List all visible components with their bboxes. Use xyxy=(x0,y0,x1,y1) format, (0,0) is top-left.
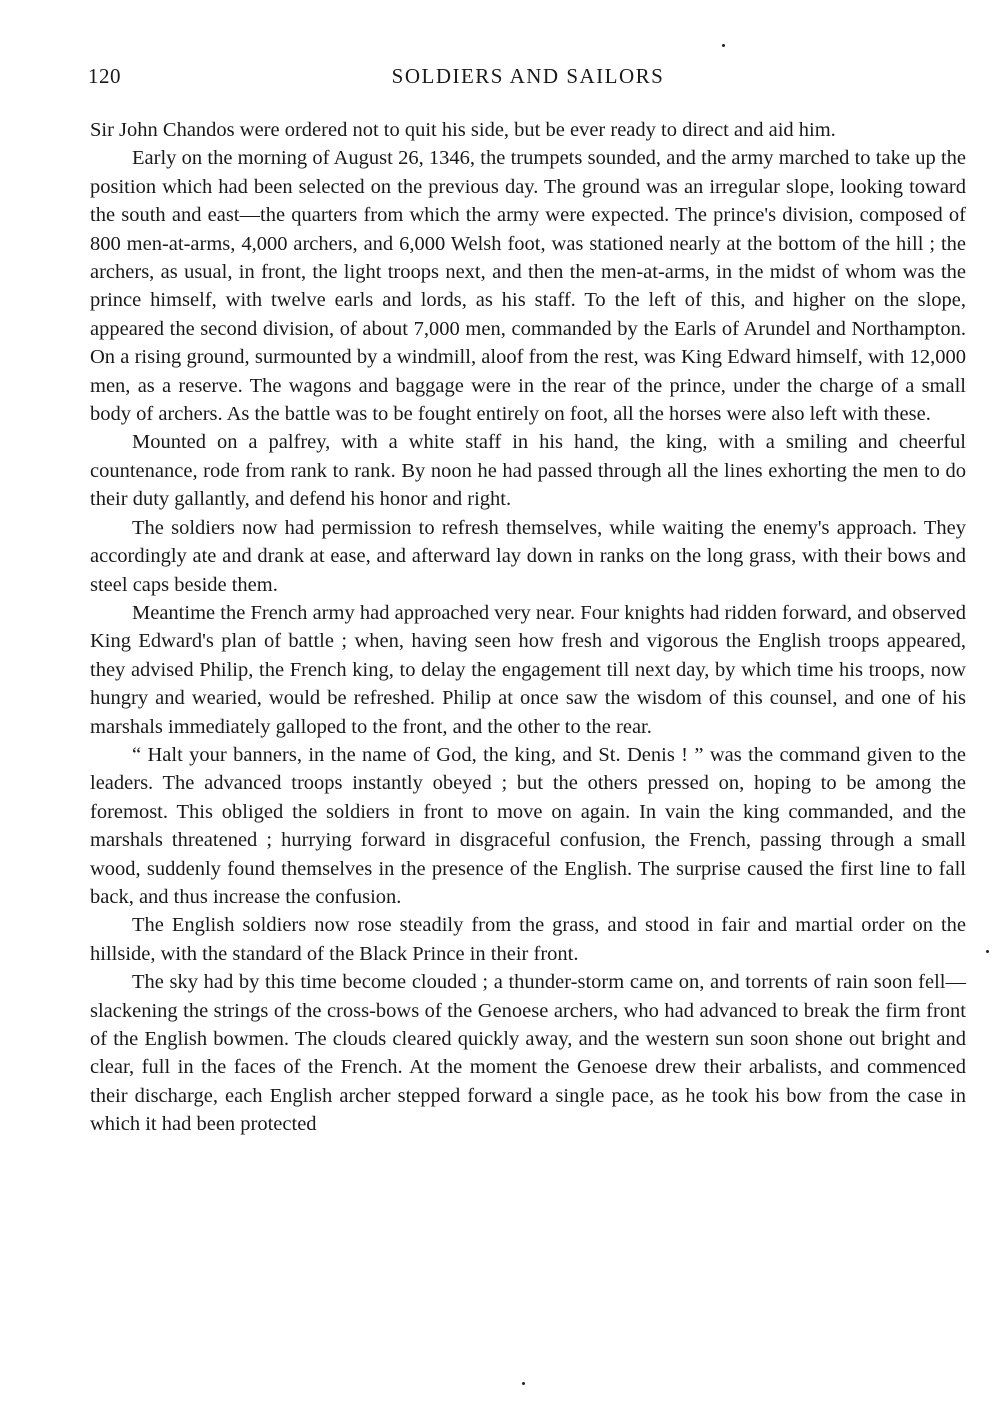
paragraph: Meantime the French army had approached very near. Four knights had ridden forward, and observed King Edward's plan of battle ; when, having seen how fresh and vigorous the English troops appeared, they advised Philip, the French king, to delay the engagement till next day, by which time his troops, now hungry and wearied, would be refreshed. Philip at once saw the wisdom of this counsel, and one of his marshals immediately galloped to the front, and the other to the rear. xyxy=(90,601,966,738)
scan-speck xyxy=(522,1382,525,1385)
paragraph: Early on the morning of August 26, 1346, the trumpets sounded, and the army marched to take up the position which had been selected on the previous day. The ground was an irregular slope, looking toward the south and east—the quarters from which the army were expected. The prince's division, composed of 800 men-at-arms, 4,000 archers, and 6,000 Welsh foot, was stationed nearly at the bottom of the hill ; the archers, as usual, in front, the light troops next, and then the men-at-arms, in the midst of whom was the prince himself, with twelve earls and lords, as his staff. To the left of this, and higher on the slope, appeared the second division, of about 7,000 men, commanded by the Earls of Arundel and Northampton. On a rising ground, surmounted by a windmill, aloof from the rest, was King Edward himself, with 12,000 men, as a reserve. The wagons and baggage were in the rear of the prince, under the charge of a small body of archers. As the battle was to be fought entirely on foot, all the horses were also left with these. xyxy=(90,147,966,426)
paragraph: Mounted on a palfrey, with a white staff in his hand, the king, with a smiling and cheerful countenance, rode from rank to rank. By noon he had passed through all the lines exhorting the men to do their duty gallantly, and defend his honor and right. xyxy=(90,431,966,511)
paragraph: Sir John Chandos were ordered not to quit his side, but be ever ready to direct and aid him. xyxy=(90,119,836,141)
running-head xyxy=(88,64,968,94)
body-text xyxy=(90,116,966,1139)
paragraph: “ Halt your banners, in the name of God, the king, and St. Denis ! ” was the command given to the leaders. The advanced troops instantly obeyed ; but the others pressed on, hoping to be among the foremost. This obliged the soldiers in front to move on again. In vain the king commanded, and the marshals threatened ; hurrying forward in disgraceful confusion, the French, passing through a small wood, suddenly found themselves in the presence of the English. The surprise caused the first line to fall back, and thus increase the confusion. xyxy=(90,743,966,908)
page-number: 120 xyxy=(88,64,121,88)
paragraph: The soldiers now had permission to refresh themselves, while waiting the enemy's approach. They accordingly ate and drank at ease, and afterward lay down in ranks on the long grass, with their bows and steel caps beside them. xyxy=(90,516,966,596)
scan-speck xyxy=(722,44,725,47)
paragraph: The sky had by this time become clouded ; a thunder-storm came on, and torrents of rain soon fell—slackening the strings of the cross-bows of the Genoese archers, who had advanced to break the firm front of the English bowmen. The clouds cleared quickly away, and the western sun soon shone out bright and clear, full in the faces of the French. At the moment the Genoese drew their arbalists, and commenced their discharge, each English archer stepped forward a single pace, as he took his bow from the case in which it had been protected xyxy=(90,971,966,1136)
running-title: SOLDIERS AND SAILORS xyxy=(391,64,665,88)
paragraph: The English soldiers now rose steadily from the grass, and stood in fair and martial order on the hillside, with the standard of the Black Prince in their front. xyxy=(90,914,966,965)
scan-speck xyxy=(986,950,989,953)
